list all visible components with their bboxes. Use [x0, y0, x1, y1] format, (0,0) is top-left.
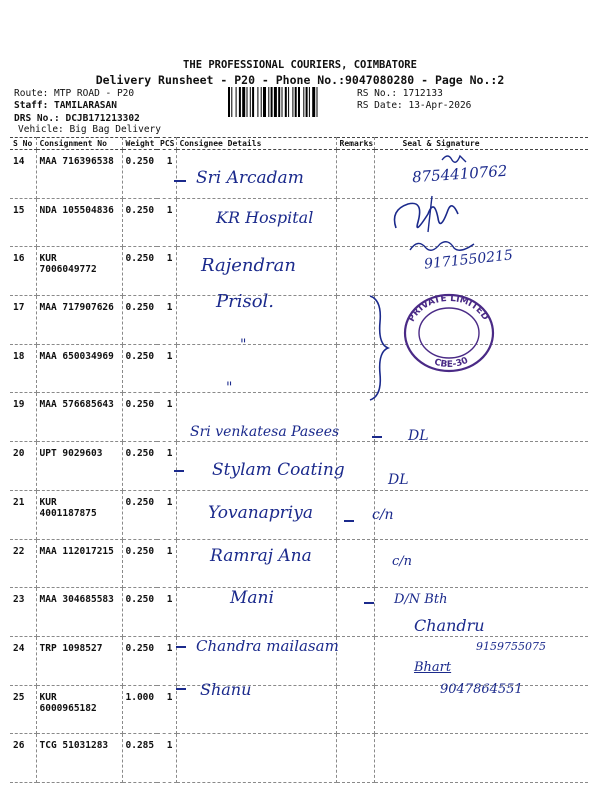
cell-sno: 14 — [10, 150, 36, 199]
hw-remark-21: DL — [388, 472, 409, 488]
cell-weight: 0.250 — [122, 393, 157, 442]
hw-signature-scribble-15 — [388, 192, 478, 240]
cell-weight: 0.250 — [122, 344, 157, 393]
hw-consignee-14: Sri Arcadam — [196, 168, 304, 188]
hw-remark-20: DL — [408, 428, 429, 444]
cell-pcs: 1 — [157, 636, 176, 685]
cell-sno: 25 — [10, 685, 36, 734]
cell-weight: 1.000 — [122, 685, 157, 734]
hw-signature-scribble-14 — [440, 150, 470, 168]
table-row — [10, 734, 588, 783]
hw-brace-mark — [366, 292, 390, 404]
cell-remarks — [336, 247, 374, 296]
hw-dash-mark — [174, 180, 186, 182]
cell-weight: 0.250 — [122, 296, 157, 345]
cell-consignment-no: KUR 4001187875 — [36, 490, 122, 539]
stamp-bottom-text: CBE-30 — [432, 355, 470, 371]
svg-text:PRIVATE LIMITED — [407, 294, 490, 324]
cell-pcs: 1 — [157, 198, 176, 247]
stamp-top-text: PRIVATE LIMITED — [406, 293, 491, 324]
cell-remarks — [336, 539, 374, 588]
hw-consignee-24: Mani — [230, 588, 274, 608]
hw-consignee-25: Chandra mailasam — [196, 637, 339, 655]
cell-signature — [374, 393, 588, 442]
cell-weight: 0.250 — [122, 588, 157, 637]
cell-consignment-no: NDA 105504836 — [36, 198, 122, 247]
cell-consignment-no: KUR 7006049772 — [36, 247, 122, 296]
col-header-sno: S No — [10, 138, 36, 150]
hw-dash-mark — [372, 436, 382, 438]
hw-ditto-19: " — [226, 380, 233, 396]
hw-remark-24: D/N Bth — [394, 592, 448, 607]
hw-consignee-22: Yovanapriya — [208, 503, 313, 523]
hw-ditto-18: " — [240, 337, 247, 353]
col-header-consignee: Consignee Details — [176, 138, 336, 150]
cell-consignment-no: TRP 1098527 — [36, 636, 122, 685]
company-title: THE PROFESSIONAL COURIERS, COIMBATORE — [183, 59, 417, 71]
runsheet-title: Delivery Runsheet - P20 - Phone No.:9047080280 - Page No.:2 — [95, 73, 505, 87]
cell-consignment-no: UPT 9029603 — [36, 442, 122, 491]
route-label: Route: MTP ROAD - P20 — [14, 88, 135, 99]
cell-pcs: 1 — [157, 539, 176, 588]
cell-weight: 0.250 — [122, 198, 157, 247]
table-row — [10, 588, 588, 637]
col-header-remarks: Remarks — [336, 138, 374, 150]
cell-remarks — [336, 490, 374, 539]
cell-sno: 20 — [10, 442, 36, 491]
hw-consignee-20: Sri venkatesa Pasees — [190, 424, 340, 440]
cell-consignment-no: TCG 51031283 — [36, 734, 122, 783]
cell-remarks — [336, 636, 374, 685]
hw-consignee-15: KR Hospital — [216, 208, 314, 227]
hw-consignee-16: Rajendran — [201, 255, 296, 276]
cell-pcs: 1 — [157, 247, 176, 296]
cell-weight: 0.250 — [122, 490, 157, 539]
col-header-pcs: PCS — [157, 138, 176, 150]
hw-consignee-26: Shanu — [200, 680, 252, 699]
hw-dash-mark — [174, 470, 184, 472]
cell-remarks — [336, 734, 374, 783]
cell-consignment-no: MAA 576685643 — [36, 393, 122, 442]
hw-consignee-21: Stylam Coating — [212, 460, 345, 480]
cell-pcs: 1 — [157, 296, 176, 345]
table-header-row — [10, 138, 588, 150]
cell-pcs: 1 — [157, 393, 176, 442]
rs-date: RS Date: 13-Apr-2026 — [357, 100, 472, 111]
cell-weight: 0.250 — [122, 150, 157, 199]
hw-consignee-17: Prisol. — [216, 291, 275, 312]
hw-dash-mark — [176, 688, 186, 690]
hw-signature-25-name: Chandru — [414, 616, 485, 635]
hw-dash-mark — [364, 602, 374, 604]
cell-remarks — [336, 685, 374, 734]
cell-consignment-no: MAA 717907626 — [36, 296, 122, 345]
cell-pcs: 1 — [157, 734, 176, 783]
hw-remark-22: c/n — [372, 507, 394, 523]
cell-consignment-no: KUR 6000965182 — [36, 685, 122, 734]
cell-remarks — [336, 198, 374, 247]
col-header-signature: Seal & Signature — [374, 138, 588, 150]
cell-pcs: 1 — [157, 588, 176, 637]
hw-dash-mark — [176, 646, 186, 648]
staff-label: Staff: TAMILARASAN — [14, 100, 117, 111]
cell-weight: 0.285 — [122, 734, 157, 783]
cell-weight: 0.250 — [122, 442, 157, 491]
cell-sno: 19 — [10, 393, 36, 442]
cell-remarks — [336, 588, 374, 637]
cell-pcs: 1 — [157, 490, 176, 539]
cell-sno: 23 — [10, 588, 36, 637]
hw-signature-scribble-16 — [408, 236, 478, 256]
cell-consignee — [176, 734, 336, 783]
cell-weight: 0.250 — [122, 636, 157, 685]
cell-sno: 15 — [10, 198, 36, 247]
cell-consignee — [176, 344, 336, 393]
cell-pcs: 1 — [157, 685, 176, 734]
cell-consignment-no: MAA 304685583 — [36, 588, 122, 637]
col-header-weight: Weight — [122, 138, 157, 150]
cell-signature — [374, 734, 588, 783]
company-seal-stamp — [393, 287, 505, 379]
cell-weight: 0.250 — [122, 539, 157, 588]
cell-sno: 26 — [10, 734, 36, 783]
hw-signature-26-phone: 9047864551 — [440, 682, 523, 697]
hw-signature-26-name: Bhart — [414, 660, 452, 675]
drs-number: DRS No.: DCJB171213302 — [14, 113, 140, 124]
cell-sno: 16 — [10, 247, 36, 296]
hw-consignee-23: Ramraj Ana — [210, 546, 312, 566]
cell-sno: 18 — [10, 344, 36, 393]
cell-sno: 17 — [10, 296, 36, 345]
col-header-consignment: Consignment No — [36, 138, 122, 150]
vehicle-label: Vehicle: Big Bag Delivery — [18, 124, 161, 135]
rs-number: RS No.: 1712133 — [357, 88, 443, 99]
hw-signature-25-phone: 9159755075 — [476, 640, 546, 653]
hw-remark-23: c/n — [392, 554, 413, 569]
cell-sno: 21 — [10, 490, 36, 539]
barcode-image — [228, 87, 355, 117]
cell-signature — [374, 490, 588, 539]
cell-remarks — [336, 150, 374, 199]
cell-consignment-no: MAA 650034969 — [36, 344, 122, 393]
cell-weight: 0.250 — [122, 247, 157, 296]
cell-pcs: 1 — [157, 442, 176, 491]
cell-sno: 24 — [10, 636, 36, 685]
cell-pcs: 1 — [157, 344, 176, 393]
hw-signature-14: 8754410762 — [411, 161, 508, 187]
cell-sno: 22 — [10, 539, 36, 588]
hw-dash-mark — [344, 520, 354, 522]
hw-signature-16: 9171550215 — [423, 247, 514, 273]
cell-consignment-no: MAA 716396538 — [36, 150, 122, 199]
cell-consignment-no: MAA 112017215 — [36, 539, 122, 588]
cell-pcs: 1 — [157, 150, 176, 199]
